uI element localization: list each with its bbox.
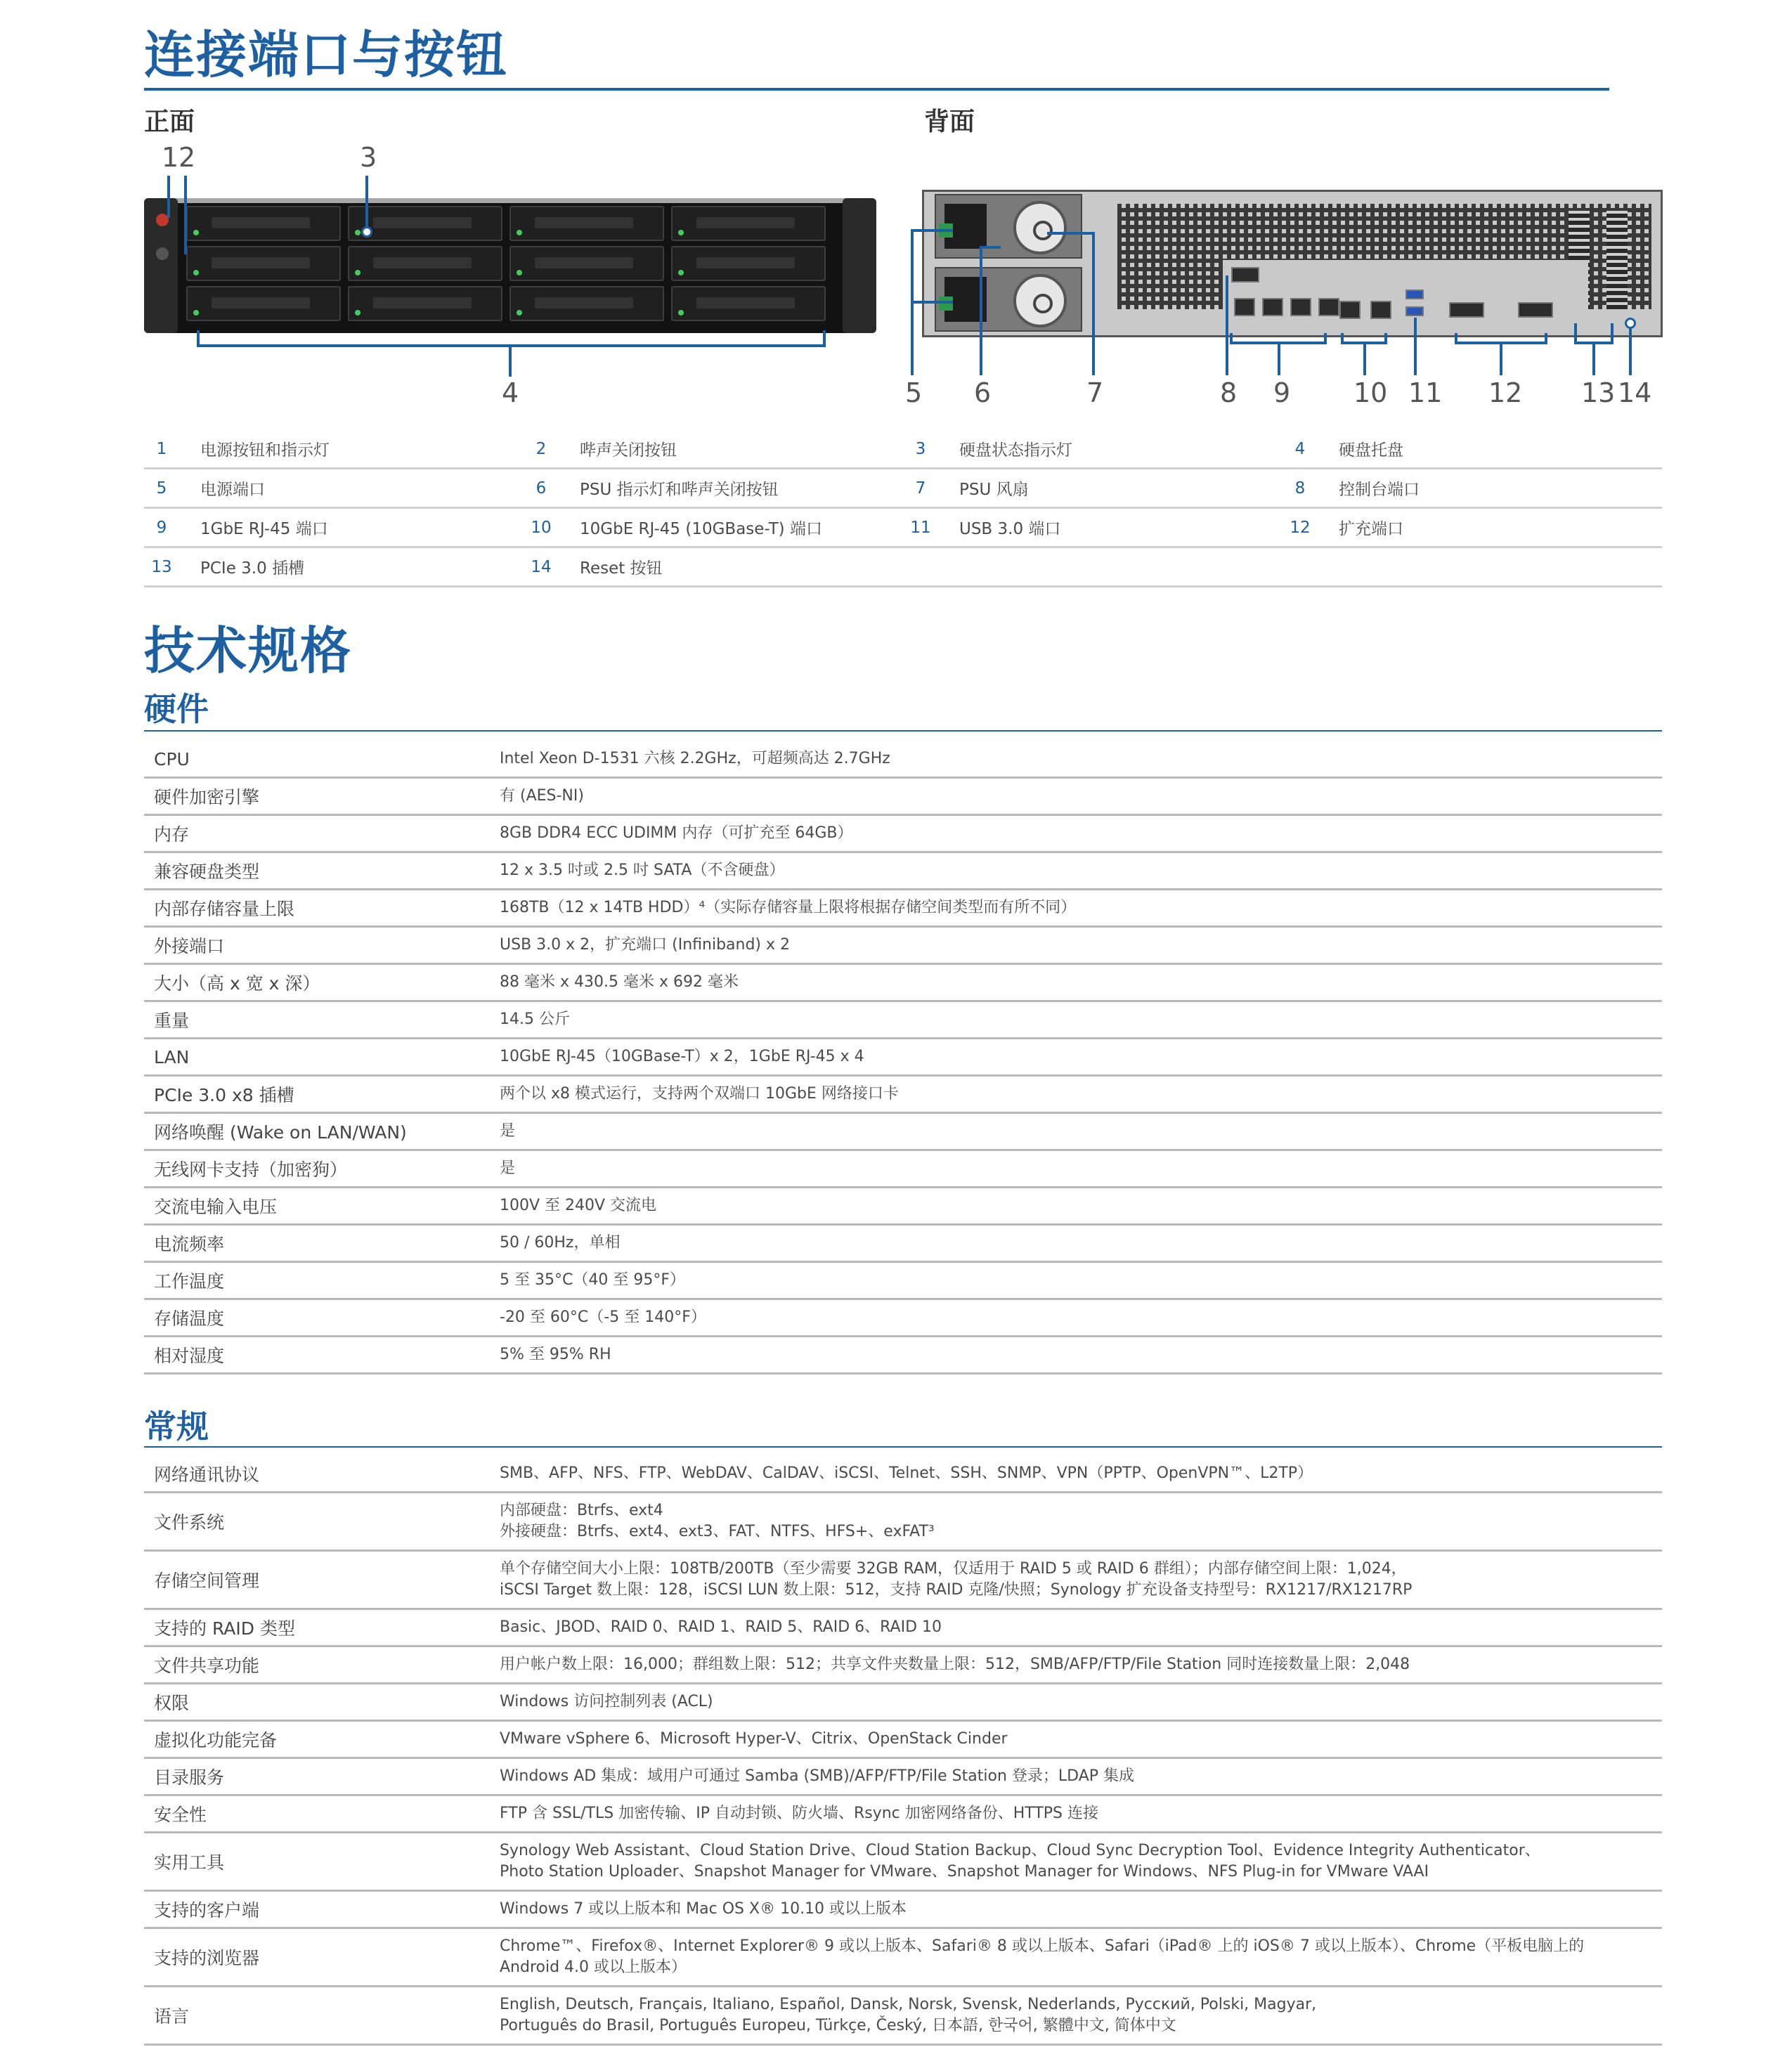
spec-value bbox=[500, 1233, 1655, 1254]
ports-title: 连接端口与按钮 bbox=[144, 25, 509, 84]
leader-line bbox=[184, 176, 187, 254]
leader-line bbox=[980, 246, 982, 375]
spec-row bbox=[144, 890, 1662, 928]
spec-row bbox=[144, 1188, 1662, 1226]
callout-9: 9 bbox=[1273, 377, 1291, 408]
spec-value bbox=[500, 935, 1655, 956]
spec-label: 兼容硬盘类型 bbox=[154, 862, 260, 882]
spec-value bbox=[500, 1158, 1655, 1179]
spec-row bbox=[144, 1647, 1662, 1684]
spec-label: CPU bbox=[154, 748, 190, 769]
spec-label: 目录服务 bbox=[154, 1767, 225, 1788]
lan-1gbe-port[interactable] bbox=[1318, 298, 1339, 316]
spec-value bbox=[500, 1084, 1655, 1105]
spec-value bbox=[500, 823, 1655, 844]
spec-value-line: 单个存储空间大小上限：108TB/200TB（至少需要 32GB RAM，仅适用于 RAID 5 或 RAID 6 群组）；内部存储空间上限：1,024， bbox=[500, 1560, 1407, 1578]
hardware-title: 硬件 bbox=[144, 690, 209, 728]
legend-item: 12 扩充端口 bbox=[1290, 518, 1403, 538]
general-rule bbox=[144, 1446, 1662, 1448]
spec-value-line: VMware vSphere 6、Microsoft Hyper-V、Citrix、OpenStack Cinder bbox=[500, 1730, 1008, 1748]
spec-label: 工作温度 bbox=[154, 1271, 225, 1292]
spec-row bbox=[144, 1337, 1662, 1375]
spec-row bbox=[144, 1833, 1662, 1892]
hardware-spec-table bbox=[144, 741, 1662, 1375]
legend-item: 8 控制台端口 bbox=[1294, 479, 1420, 499]
spec-value bbox=[500, 897, 1655, 918]
spec-label: 内部存储容量上限 bbox=[154, 899, 295, 919]
spec-value-line: 是 bbox=[500, 1122, 516, 1140]
drive-bay[interactable] bbox=[509, 286, 664, 321]
spec-label: 存储空间管理 bbox=[154, 1571, 260, 1591]
legend-item: 10 10GbE RJ-45 (10GBase-T) 端口 bbox=[531, 518, 822, 538]
spec-row bbox=[144, 741, 1662, 779]
legend-item: 14 Reset 按钮 bbox=[531, 557, 663, 578]
spec-value-line: Chrome™、Firefox®、Internet Explorer® 9 或以上版本、Safari® 8 或以上版本、Safari（iPad® 上的 iOS® 7 或以上版本）、Chrome（平板电脑上的 bbox=[500, 1937, 1585, 1955]
callout-7: 7 bbox=[1086, 377, 1104, 408]
spec-value-line: 10GbE RJ-45（10GBase-T）x 2，1GbE RJ-45 x 4 bbox=[500, 1048, 864, 1065]
spec-row bbox=[144, 1552, 1662, 1610]
expansion-port[interactable] bbox=[1449, 302, 1484, 318]
spec-row bbox=[144, 1759, 1662, 1796]
reset-dot bbox=[1625, 318, 1636, 329]
expansion-port[interactable] bbox=[1518, 302, 1553, 318]
spec-row bbox=[144, 779, 1662, 816]
spec-value bbox=[500, 1270, 1655, 1291]
spec-label: 无线网卡支持（加密狗） bbox=[154, 1159, 348, 1180]
spec-row bbox=[144, 1456, 1662, 1493]
front-label: 正面 bbox=[144, 108, 195, 136]
spec-value bbox=[500, 1617, 1655, 1638]
spec-row bbox=[144, 1077, 1662, 1114]
drive-bay[interactable] bbox=[186, 246, 341, 281]
spec-value bbox=[500, 748, 1655, 769]
spec-value bbox=[500, 972, 1655, 993]
leader-line bbox=[1092, 232, 1095, 375]
legend-row bbox=[144, 548, 1662, 587]
leader-line bbox=[911, 302, 914, 375]
specs-title: 技术规格 bbox=[144, 621, 353, 680]
legend-item: 1 电源按钮和指示灯 bbox=[156, 439, 330, 460]
leader-line bbox=[1363, 343, 1366, 375]
spec-value-line: 有 (AES-NI) bbox=[500, 787, 584, 805]
spec-value bbox=[500, 1936, 1655, 1978]
spec-label: 外接端口 bbox=[154, 936, 225, 956]
spec-row bbox=[144, 1300, 1662, 1337]
spec-value-line: Windows 7 或以上版本和 Mac OS X® 10.10 或以上版本 bbox=[500, 1900, 907, 1918]
spec-value-line: USB 3.0 x 2，扩充端口 (Infiniband) x 2 bbox=[500, 936, 791, 954]
pcie-bracket bbox=[1574, 323, 1614, 344]
general-title: 常规 bbox=[144, 1408, 209, 1445]
spec-label: 交流电输入电压 bbox=[154, 1197, 278, 1217]
spec-label: 权限 bbox=[154, 1693, 190, 1713]
spec-label: 支持的 RAID 类型 bbox=[154, 1618, 295, 1639]
spec-row bbox=[144, 1987, 1662, 2046]
pcie-slot bbox=[1606, 211, 1628, 309]
spec-value bbox=[500, 1729, 1655, 1750]
spec-label: 存储温度 bbox=[154, 1308, 225, 1329]
hardware-rule bbox=[144, 730, 1662, 732]
spec-label: 虚拟化功能完备 bbox=[154, 1730, 278, 1750]
callout-11: 11 bbox=[1408, 377, 1443, 408]
legend-item: 3 硬盘状态指示灯 bbox=[915, 439, 1072, 460]
callout-12: 12 bbox=[1488, 377, 1523, 408]
callout-dot bbox=[361, 226, 372, 238]
leader-line bbox=[1500, 343, 1502, 375]
front-chassis-top bbox=[144, 198, 876, 203]
spec-row bbox=[144, 1002, 1662, 1039]
spec-value-line: 14.5 公斤 bbox=[500, 1011, 570, 1028]
callout-5: 5 bbox=[905, 377, 923, 408]
legend-row bbox=[144, 469, 1662, 509]
callout-13: 13 bbox=[1581, 377, 1616, 408]
spec-value bbox=[500, 1899, 1655, 1920]
spec-value bbox=[500, 1344, 1655, 1365]
spec-value-line: Android 4.0 或以上版本） bbox=[500, 1958, 687, 1976]
spec-row bbox=[144, 965, 1662, 1002]
spec-row bbox=[144, 816, 1662, 853]
spec-value bbox=[500, 1766, 1655, 1787]
spec-value bbox=[500, 1121, 1655, 1142]
spec-label: 语言 bbox=[154, 2006, 190, 2027]
callout-4: 4 bbox=[502, 377, 519, 408]
legend-item: 13 PCIe 3.0 插槽 bbox=[151, 557, 305, 578]
spec-value-line: 是 bbox=[500, 1159, 516, 1177]
leader-line bbox=[1592, 343, 1595, 375]
spec-value-line: FTP 含 SSL/TLS 加密传输、IP 自动封锁、防火墙、Rsync 加密网络备份、HTTPS 连接 bbox=[500, 1805, 1099, 1822]
legend-item: 9 1GbE RJ-45 端口 bbox=[156, 518, 328, 538]
spec-value-line: SMB、AFP、NFS、FTP、WebDAV、CalDAV、iSCSI、Telnet、SSH、SNMP、VPN（PPTP、OpenVPN™、L2TP） bbox=[500, 1464, 1313, 1482]
general-spec-table bbox=[144, 1456, 1662, 2046]
lan-1gbe-port[interactable] bbox=[1290, 298, 1311, 316]
spec-value-line: 外接硬盘：Btrfs、ext4、ext3、FAT、NTFS、HFS+、exFAT³ bbox=[500, 1523, 935, 1540]
spec-value bbox=[500, 1840, 1655, 1883]
lan-1gbe-port[interactable] bbox=[1234, 298, 1255, 316]
legend-item: 4 硬盘托盘 bbox=[1294, 439, 1403, 460]
spec-label: 实用工具 bbox=[154, 1852, 225, 1873]
spec-label: 硬件加密引擎 bbox=[154, 787, 260, 807]
spec-row bbox=[144, 1263, 1662, 1300]
drive-bay[interactable] bbox=[186, 206, 341, 241]
spec-value bbox=[500, 786, 1655, 807]
leader-line bbox=[1226, 275, 1228, 375]
spec-row bbox=[144, 853, 1662, 890]
spec-row bbox=[144, 1039, 1662, 1077]
spec-value-line: Windows 访问控制列表 (ACL) bbox=[500, 1693, 713, 1710]
spec-value-line: 两个以 x8 模式运行，支持两个双端口 10GbE 网络接口卡 bbox=[500, 1085, 899, 1103]
spec-row bbox=[144, 1929, 1662, 1987]
spec-value-line: Basic、JBOD、RAID 0、RAID 1、RAID 5、RAID 6、RAID 10 bbox=[500, 1618, 942, 1636]
spec-value bbox=[500, 1559, 1655, 1601]
callout-8: 8 bbox=[1220, 377, 1238, 408]
lan-10gbe-port[interactable] bbox=[1339, 301, 1361, 319]
psu-bracket bbox=[911, 229, 953, 304]
spec-value bbox=[500, 1307, 1655, 1328]
drive-bay[interactable] bbox=[671, 286, 826, 321]
drive-bay[interactable] bbox=[509, 246, 664, 281]
spec-label: LAN bbox=[154, 1046, 190, 1067]
leader-line bbox=[980, 246, 1001, 249]
spec-value-line: 50 / 60Hz，单相 bbox=[500, 1234, 621, 1252]
spec-value bbox=[500, 1046, 1655, 1067]
legend-item: 5 电源端口 bbox=[156, 479, 265, 499]
spec-row bbox=[144, 1892, 1662, 1929]
drive-bay[interactable] bbox=[348, 286, 502, 321]
spec-value bbox=[500, 1500, 1655, 1542]
spec-value-line: 用户帐户数上限：16,000；群组数上限：512；共享文件夹数量上限：512，SMB/AFP/FTP/File Station 同时连接数量上限：2,048 bbox=[500, 1656, 1410, 1673]
beep-off-button-icon[interactable] bbox=[156, 247, 169, 260]
spec-value bbox=[500, 860, 1655, 881]
spec-value-line: 内部硬盘：Btrfs、ext4 bbox=[500, 1502, 663, 1519]
spec-value bbox=[500, 1691, 1655, 1713]
spec-label: 安全性 bbox=[154, 1805, 207, 1825]
title-rule bbox=[144, 88, 1609, 91]
leader-line bbox=[1047, 232, 1095, 235]
spec-value-line: iSCSI Target 数上限：128，iSCSI LUN 数上限：512，支持 RAID 克隆/快照；Synology 扩充设备支持型号：RX1217/RX1217RP bbox=[500, 1581, 1413, 1599]
spec-value-line: English, Deutsch, Français, Italiano, Español, Dansk, Norsk, Svensk, Nederlands, Русский, Polski, Magyar, bbox=[500, 1996, 1317, 2013]
callout-2: 2 bbox=[178, 142, 196, 173]
spec-value bbox=[500, 1994, 1655, 2036]
spec-label: 重量 bbox=[154, 1011, 190, 1031]
legend-item: 7 PSU 风扇 bbox=[915, 479, 1029, 499]
spec-label: 支持的浏览器 bbox=[154, 1948, 260, 1968]
drive-bay[interactable] bbox=[348, 246, 502, 281]
legend-item: 11 USB 3.0 端口 bbox=[910, 518, 1061, 538]
spec-value-line: Intel Xeon D-1531 六核 2.2GHz，可超频高达 2.7GHz bbox=[500, 750, 890, 767]
usb-port[interactable] bbox=[1405, 306, 1424, 316]
spec-value-line: 88 毫米 x 430.5 毫米 x 692 毫米 bbox=[500, 973, 739, 991]
spec-value-line: Português do Brasil, Português Europeu, Türkçe, Český, 日本語, 한국어, 繁體中文, 简体中文 bbox=[500, 2017, 1176, 2034]
callout-14: 14 bbox=[1618, 377, 1652, 408]
spec-value bbox=[500, 1463, 1655, 1484]
legend-item: 2 哔声关闭按钮 bbox=[535, 439, 677, 460]
spec-row bbox=[144, 1610, 1662, 1647]
psu-module bbox=[935, 194, 1082, 259]
callout-3: 3 bbox=[360, 142, 377, 173]
callout-1: 1 bbox=[162, 142, 179, 173]
lan-1gbe-port[interactable] bbox=[1262, 298, 1283, 316]
usb-port[interactable] bbox=[1405, 290, 1424, 299]
drive-bay[interactable] bbox=[671, 246, 826, 281]
spec-value-line: 12 x 3.5 吋或 2.5 吋 SATA（不含硬盘） bbox=[500, 862, 785, 879]
spec-row bbox=[144, 928, 1662, 965]
leader-line bbox=[1414, 318, 1417, 375]
spec-label: PCIe 3.0 x8 插槽 bbox=[154, 1085, 294, 1105]
leader-line bbox=[1629, 323, 1632, 375]
spec-label: 网络通讯协议 bbox=[154, 1464, 260, 1485]
leader-line bbox=[1278, 343, 1280, 375]
spec-value-line: 5% 至 95% RH bbox=[500, 1346, 611, 1363]
spec-row bbox=[144, 1114, 1662, 1151]
spec-row bbox=[144, 1722, 1662, 1759]
callout-10: 10 bbox=[1353, 377, 1388, 408]
psu-module bbox=[935, 267, 1082, 332]
spec-row bbox=[144, 1493, 1662, 1552]
drive-bay[interactable] bbox=[671, 206, 826, 241]
spec-label: 网络唤醒 (Wake on LAN/WAN) bbox=[154, 1122, 407, 1143]
spec-value-line: 100V 至 240V 交流电 bbox=[500, 1197, 657, 1214]
legend-item: 6 PSU 指示灯和哔声关闭按钮 bbox=[535, 479, 779, 499]
spec-label: 电流频率 bbox=[154, 1234, 225, 1254]
callout-6: 6 bbox=[974, 377, 992, 408]
leader-line bbox=[167, 176, 170, 218]
drive-bay[interactable] bbox=[509, 206, 664, 241]
spec-row bbox=[144, 1796, 1662, 1833]
spec-row bbox=[144, 1226, 1662, 1263]
spec-label: 大小（高 x 宽 x 深） bbox=[154, 973, 320, 994]
rear-label: 背面 bbox=[924, 108, 975, 136]
spec-label: 文件系统 bbox=[154, 1512, 225, 1533]
spec-value-line: 168TB（12 x 14TB HDD）⁴（实际存储容量上限将根据存储空间类型而有所不同） bbox=[500, 899, 1077, 916]
drive-bay[interactable] bbox=[186, 286, 341, 321]
lan-10gbe-port[interactable] bbox=[1370, 301, 1391, 319]
spec-value-line: 5 至 35°C（40 至 95°F） bbox=[500, 1271, 685, 1289]
spec-label: 内存 bbox=[154, 824, 190, 845]
spec-label: 相对湿度 bbox=[154, 1346, 225, 1366]
spec-label: 文件共享功能 bbox=[154, 1656, 260, 1676]
front-right-ear bbox=[843, 198, 876, 333]
spec-value-line: Windows AD 集成：域用户可通过 Samba (SMB)/AFP/FTP/File Station 登录；LDAP 集成 bbox=[500, 1767, 1135, 1785]
spec-value bbox=[500, 1009, 1655, 1030]
console-port[interactable] bbox=[1231, 267, 1259, 282]
drive-bay[interactable] bbox=[348, 206, 502, 241]
spec-value bbox=[500, 1195, 1655, 1216]
legend-row bbox=[144, 509, 1662, 548]
spec-value-line: -20 至 60°C（-5 至 140°F） bbox=[500, 1308, 706, 1326]
spec-label: 支持的客户端 bbox=[154, 1900, 260, 1921]
spec-value bbox=[500, 1803, 1655, 1824]
port-legend bbox=[144, 430, 1662, 587]
spec-value-line: 8GB DDR4 ECC UDIMM 内存（可扩充至 64GB） bbox=[500, 824, 853, 842]
spec-value-line: Synology Web Assistant、Cloud Station Drive、Cloud Station Backup、Cloud Sync Decryption Tool、Evidence Integrity Authenticator、 bbox=[500, 1842, 1540, 1859]
spec-value bbox=[500, 1654, 1655, 1675]
spec-row bbox=[144, 1684, 1662, 1722]
legend-row bbox=[144, 430, 1662, 469]
spec-row bbox=[144, 1151, 1662, 1188]
spec-value-line: Photo Station Uploader、Snapshot Manager for VMware、Snapshot Manager for Windows、NFS Plug-in for VMware VAAI bbox=[500, 1863, 1429, 1880]
leader-line bbox=[365, 176, 368, 232]
drive-bracket bbox=[197, 330, 826, 347]
leader-line bbox=[509, 346, 512, 377]
